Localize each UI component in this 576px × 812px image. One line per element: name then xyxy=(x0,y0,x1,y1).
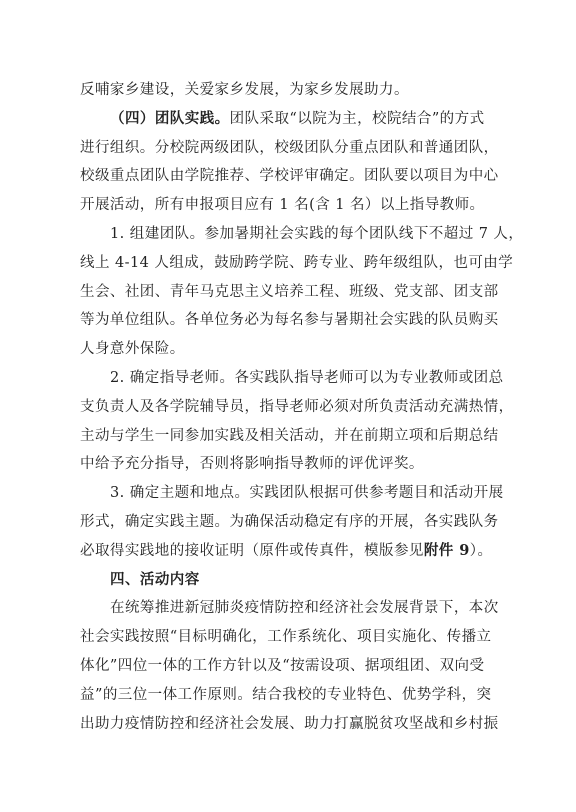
line-text: 进行组织。分校院两级团队，校级团队分重点团队和普通团队， xyxy=(80,139,499,156)
text-line xyxy=(80,364,504,393)
text-line xyxy=(80,652,500,681)
text-line xyxy=(80,508,500,537)
text-line xyxy=(80,76,500,105)
line-text: 反哺家乡建设，关爱家乡发展，为家乡发展助力。 xyxy=(80,82,409,98)
line-text: 等为单位组队。各单位务必为每名参与暑期社会实践的队员购买 xyxy=(80,312,499,329)
line-text: 支负责人及各学院辅导员，指导老师必须对所负责活动充满热情， xyxy=(80,398,514,415)
text-line xyxy=(80,335,500,364)
line-text: 在统筹推进新冠肺炎疫情防控和经济社会发展背景下，本次 xyxy=(110,600,499,617)
line-text: 线上 4-14 人组成，鼓励跨学院、跨专业、跨年级组队，也可由学 xyxy=(80,254,514,271)
section-heading-text: 四、活动内容 xyxy=(110,570,200,588)
section-heading xyxy=(80,566,500,595)
line-text: 主动与学生一同参加实践及相关活动，并在前期立项和后期总结 xyxy=(80,427,499,444)
line-text: 人身意外保险。 xyxy=(80,341,185,358)
text-line xyxy=(80,220,524,249)
appendix-reference: 附件 9 xyxy=(423,541,470,559)
line-text: 生会、社团、青年马克思主义培养工程、班级、党支部、团支部 xyxy=(80,283,499,300)
text-line xyxy=(80,681,500,710)
line-text: 校级重点团队由学院推荐、学校评审确定。团队要以项目为中心 xyxy=(80,168,499,185)
line-text: 3. 确定主题和地点。实践团队根据可供参考题目和活动开展 xyxy=(110,485,504,502)
text-line xyxy=(80,162,500,191)
section-label: （四）团队实践。 xyxy=(110,109,230,127)
line-text: ）。 xyxy=(469,542,493,559)
text-line xyxy=(80,594,500,623)
line-text: 出助力疫情防控和经济社会发展、助力打赢脱贫攻坚战和乡村振 xyxy=(80,715,499,732)
line-text: 益”的三位一体工作原则。结合我校的专业特色、优势学科，突 xyxy=(80,686,492,703)
text-line xyxy=(80,710,500,739)
line-text: 形式，确定实践主题。为确保活动稳定有序的开展，各实践队务 xyxy=(80,513,499,530)
text-line xyxy=(80,249,514,278)
line-text: 中给予充分指导，否则将影响指导教师的评优评奖。 xyxy=(80,456,424,473)
document-body xyxy=(80,76,524,738)
line-text: 体化”四位一体的工作方针以及“按需设项、据项组团、双向受 xyxy=(80,657,485,674)
line-text: 开展活动，所有申报项目应有 1 名(含 1 名）以上指导教师。 xyxy=(80,197,485,214)
line-text: 团队采取“以院为主，校院结合”的方式 xyxy=(229,110,485,127)
text-line xyxy=(80,105,500,134)
line-text: 必取得实践地的接收证明（原件或传真件，模版参见 xyxy=(80,542,424,559)
text-line xyxy=(80,393,514,422)
text-line xyxy=(80,422,500,451)
text-line xyxy=(80,134,500,163)
line-text: 社会实践按照“目标明确化，工作系统化、项目实施化、传播立 xyxy=(80,629,492,646)
text-line xyxy=(80,479,504,508)
line-text: 1. 组建团队。参加暑期社会实践的每个团队线下不超过 7 人， xyxy=(110,225,524,242)
text-line xyxy=(80,191,500,220)
text-line xyxy=(80,450,500,479)
text-line xyxy=(80,537,500,566)
text-line xyxy=(80,278,500,307)
text-line xyxy=(80,306,500,335)
line-text: 2. 确定指导老师。各实践队指导老师可以为专业教师或团总 xyxy=(110,369,504,386)
text-line xyxy=(80,623,500,652)
